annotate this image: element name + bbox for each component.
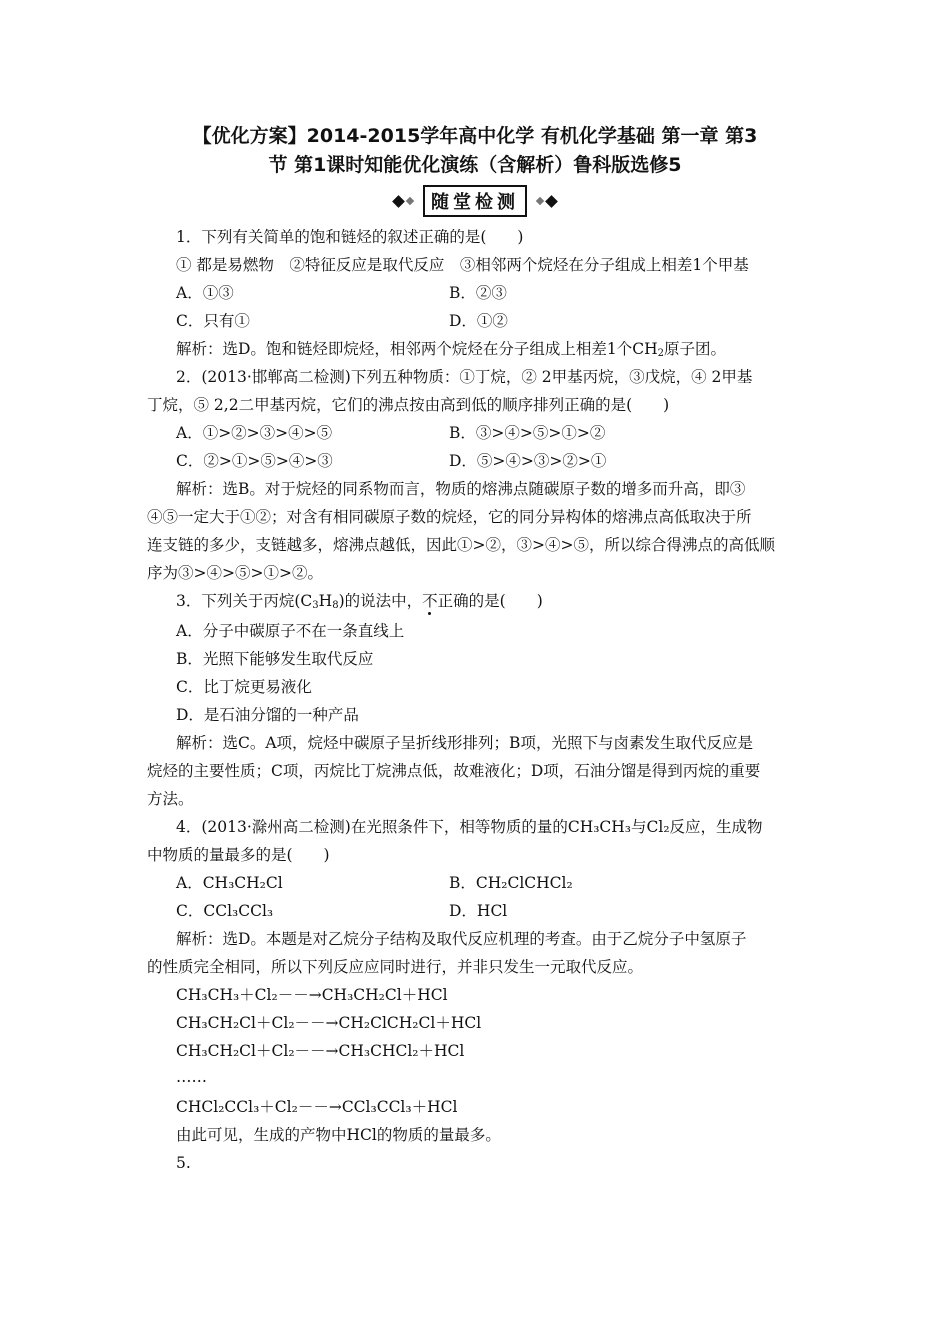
q2-option-b: B．③>④>⑤>①>②: [449, 424, 606, 442]
q4-option-c: C．CCl₃CCl₃: [176, 902, 274, 920]
q3-option-b: B．光照下能够发生取代反应: [176, 650, 374, 668]
q2-option-a: A．①>②>③>④>⑤: [176, 424, 333, 442]
q2-stem-line-2: 丁烷，⑤ 2,2二甲基丙烷，它们的沸点按由高到低的顺序排列正确的是( ): [147, 396, 670, 414]
q4-stem-line-1: 4．(2013·滁州高二检测)在光照条件下，相等物质的量的CH₃CH₃与Cl₂反应，生成物: [176, 818, 763, 836]
document-title-line-2: 节 第1课时知能优化演练（含解析）鲁科版选修5: [268, 154, 682, 176]
q3-option-d: D．是石油分馏的一种产品: [176, 706, 359, 724]
q1-option-d: D．①②: [449, 312, 508, 330]
q3-stem: 3．下列关于丙烷$(C_3H_8)$的说法中，不正确的是( ): [176, 592, 543, 611]
q4-equation-2: CH₃CH₂Cl＋Cl₂－－→CH₂ClCH₂Cl＋HCl: [176, 1014, 482, 1032]
q4-equation-1: CH₃CH₃＋Cl₂－－→CH₃CH₂Cl＋HCl: [176, 986, 448, 1004]
q2-answer-line-4: 序为③>④>⑤>①>②。: [147, 564, 323, 582]
q2-option-d: D．⑤>④>③>②>①: [449, 452, 607, 470]
q1-option-a: A．①③: [176, 284, 234, 302]
section-banner: [350, 186, 600, 216]
q5-number: 5.: [176, 1154, 191, 1172]
q4-stem-line-2: 中物质的量最多的是( ): [147, 846, 330, 864]
emphasis-dot-char: 不: [422, 592, 438, 610]
q2-answer-line-3: 连支链的多少，支链越多，熔沸点越低，因此①>②，③>④>⑤，所以综合得沸点的高低顺: [147, 536, 775, 554]
q1-answer: 解析：选D。饱和链烃即烷烃，相邻两个烷烃在分子组成上相差1个$CH_2$原子团。: [176, 340, 727, 359]
q1-option-c: C．只有①: [176, 312, 250, 330]
q3-option-c: C．比丁烷更易液化: [176, 678, 312, 696]
q4-answer-line-2: 的性质完全相同，所以下列反应应同时进行，并非只发生一元取代反应。: [147, 958, 644, 976]
diamond-icon: [392, 195, 405, 208]
q4-equation-3: CH₃CH₂Cl＋Cl₂－－→CH₃CHCl₂＋HCl: [176, 1042, 465, 1060]
q1-statements: ① 都是易燃物 ②特征反应是取代反应 ③相邻两个烷烃在分子组成上相差1个甲基: [176, 256, 749, 274]
q2-answer-line-2: ④⑤一定大于①②；对含有相同碳原子数的烷烃，它的同分异构体的熔沸点高低取决于所: [147, 508, 752, 526]
q3-answer-line-3: 方法。: [147, 790, 194, 808]
section-banner-label: 随堂检测: [423, 185, 527, 217]
diamond-icon: [545, 195, 558, 208]
q4-answer-line-1: 解析：选D。本题是对乙烷分子结构及取代反应机理的考查。由于乙烷分子中氢原子: [176, 930, 747, 948]
q1-option-b: B．②③: [449, 284, 507, 302]
q2-option-c: C．②>①>⑤>④>③: [176, 452, 333, 470]
q4-option-b: B．CH₂ClCHCl₂: [449, 874, 573, 892]
diamond-icon: [536, 197, 544, 205]
q3-answer-line-2: 烷烃的主要性质；C项，丙烷比丁烷沸点低，故难液化；D项，石油分馏是得到丙烷的重要: [147, 762, 761, 780]
document-title-line-1: 【优化方案】2014-2015学年高中化学 有机化学基础 第一章 第3: [192, 125, 758, 147]
q1-stem: 1．下列有关简单的饱和链烃的叙述正确的是( ): [176, 228, 524, 246]
q4-option-a: A．CH₃CH₂Cl: [176, 874, 283, 892]
q4-conclusion: 由此可见，生成的产物中HCl的物质的量最多。: [176, 1126, 501, 1144]
q3-option-a: A．分子中碳原子不在一条直线上: [176, 622, 405, 640]
q3-answer-line-1: 解析：选C。A项，烷烃中碳原子呈折线形排列；B项，光照下与卤素发生取代反应是: [176, 734, 753, 752]
q2-stem-line-1: 2．(2013·邯郸高二检测)下列五种物质：①丁烷，② 2甲基丙烷，③戊烷，④ 2甲基: [176, 368, 753, 386]
q4-equation-4: CHCl₂CCl₃＋Cl₂－－→CCl₃CCl₃＋HCl: [176, 1098, 458, 1116]
diamond-icon: [406, 197, 414, 205]
q4-ellipsis: ……: [176, 1068, 207, 1086]
q2-answer-line-1: 解析：选B。对于烷烃的同系物而言，物质的熔沸点随碳原子数的增多而升高，即③: [176, 480, 746, 498]
q4-option-d: D．HCl: [449, 902, 508, 920]
